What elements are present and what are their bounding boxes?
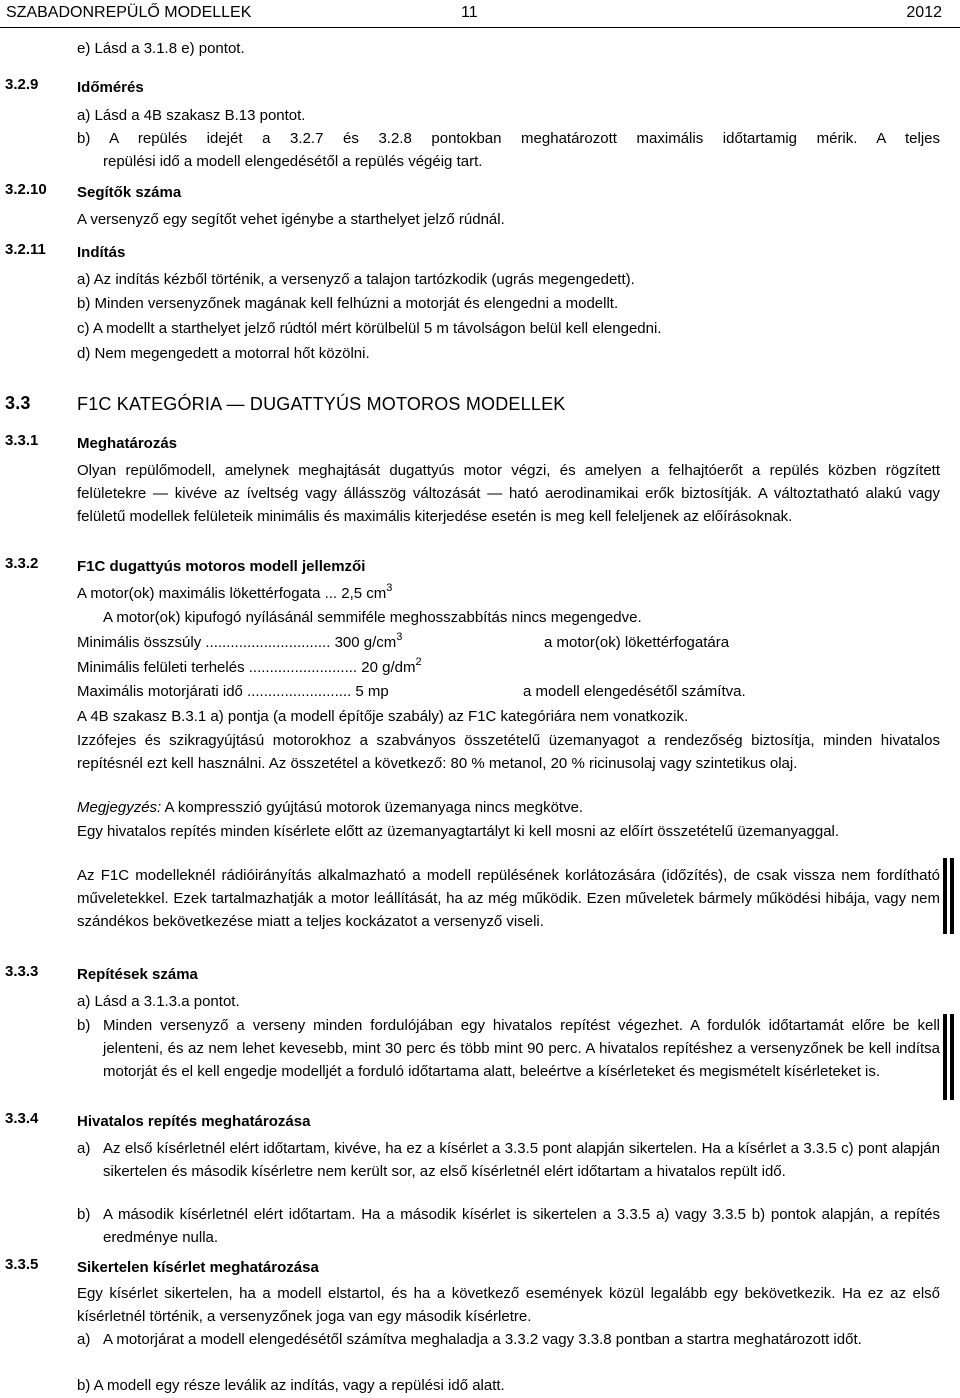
spec-note-min-weight: a motor(ok) lökettérfogatára [544, 634, 730, 651]
leader-dots: .............................. [201, 634, 331, 651]
spec-value-wing-loading: 20 g/dm [357, 659, 416, 676]
leader-dots: ......................... [242, 683, 352, 700]
paragraph-fuel: Izzófejes és szikragyújtású motorokhoz a szabványos összetételű üzemanyagot a rendezőség biztosítja, minden hivatalos repítésnél ezt kell használni. Az összetétel a következő: 80 % metanol, 20 % ricinusolaj vagy szintetikus olaj. [77, 732, 940, 772]
paragraph-radio: Az F1C modelleknél rádióirányítás alkalmazható a modell repülésének korlátozására (időzítés), de csak vissza nem fordítható műveletekkel. Ezek tartalmazhatják a motor leállítását, ha az még működik. Ezen műveletek bármely működési hibája, vagy nem szándékos bekövetkezése miatt a teljes kockázatot a versenyző viseli. [77, 867, 940, 930]
note-line [77, 796, 940, 819]
header-rule [0, 27, 960, 28]
item-3-2-9-b-line2: repülési idő a modell elengedésétől a repülés végéig tart. [103, 153, 483, 170]
paragraph-failed-attempt: Egy kísérlet sikertelen, ha a modell elstartol, és ha a következő események közül legalább egy bekövetkezik. Ha ez az első kísérletnél történik, a versenyzőnek joga van egy második kísérletre. [77, 1285, 940, 1325]
item-3-3-4-b-marker: b) [77, 1206, 91, 1223]
item-3-3-3-b: Minden versenyző a verseny minden fordulójában egy hivatalos repítést végezhet. A fordulók időtartamát előre be kell jelenteni, és az nem lehet kevesebb, mint 30 perc és több mint 90 perc. A hivatalos repítéshez a versenyzőnek be kell indítsa motorját és el kell engedje modelljét a forduló időtartama alatt, beleértve a kísérleteket és megismételt kísérleteket is. [103, 1017, 940, 1080]
leader-dots: ... [320, 585, 338, 602]
section-number-3-3-3: 3.3.3 [5, 963, 39, 980]
change-bar [943, 858, 947, 934]
spec-value-min-weight: 300 g/cm [330, 634, 397, 651]
spec-label-wing-loading: Minimális felületi terhelés [77, 659, 245, 676]
section-number-3-2-10: 3.2.10 [5, 181, 47, 198]
spec-row-min-weight [77, 631, 940, 654]
intro-item-e: e) Lásd a 3.1.8 e) pontot. [77, 40, 245, 57]
section-number-3-3: 3.3 [5, 393, 31, 413]
section-number-3-3-4: 3.3.4 [5, 1110, 39, 1127]
section-title-3-2-9: Időmérés [77, 79, 144, 96]
section-number-3-3-1: 3.3.1 [5, 432, 39, 449]
item-3-2-9-a: a) Lásd a 4B szakasz B.13 pontot. [77, 107, 306, 124]
spec-label-min-weight: Minimális összsúly [77, 634, 202, 651]
section-number-3-2-11: 3.2.11 [5, 241, 46, 258]
section-title-3-3: F1C KATEGÓRIA — DUGATTYÚS MOTOROS MODELLEK [77, 394, 566, 414]
item-3-2-9-b-line1: b) A repülés idejét a 3.2.7 és 3.2.8 pontokban meghatározott maximális időtartamig mérik. A teljes [77, 130, 940, 147]
item-3-3-3-a: a) Lásd a 3.1.3.a pontot. [77, 993, 240, 1010]
section-text-3-2-10: A versenyző egy segítőt vehet igénybe a starthelyet jelző rúdnál. [77, 211, 505, 228]
paragraph-definition: Olyan repülőmodell, amelynek meghajtását dugattyús motor végzi, és amelyen a felhajtóerőt a repülés közben rögzített felületekre — kivéve az íveltség vagy állásszög változását — ható aerodinamikai erők biztosítják. A változtatható alakú vagy felületű modellek felületeik minimális és maximális kiterjedése esetén is meg kell feleljenek az előírásoknak. [77, 462, 940, 525]
note-text: A kompresszió gyújtású motorok üzemanyaga nincs megkötve. [161, 799, 584, 816]
item-3-3-4-b: A második kísérletnél elért időtartam. Ha a második kísérlet is sikertelen a 3.3.5 a) vagy 3.3.5 b) pontok alapján, a repítés eredménye nulla. [103, 1206, 940, 1246]
section-title-3-3-2: F1C dugattyús motoros modell jellemzői [77, 558, 366, 575]
page-header [0, 4, 960, 26]
section-title-3-3-4: Hivatalos repítés meghatározása [77, 1113, 311, 1130]
paragraph-4b: A 4B szakasz B.3.1 a) pontja (a modell építője szabály) az F1C kategóriára nem vonatkozik. [77, 708, 689, 725]
change-bar [950, 858, 954, 934]
item-3-2-11-a: a) Az indítás kézből történik, a versenyző a talajon tartózkodik (ugrás megengedett). [77, 271, 635, 288]
section-title-3-3-5: Sikertelen kísérlet meghatározása [77, 1259, 319, 1276]
section-number-3-3-5: 3.3.5 [5, 1256, 39, 1273]
section-title-3-2-10: Segítők száma [77, 184, 182, 201]
paragraph-tank-check: Egy hivatalos repítés minden kísérlete előtt az üzemanyagtartályt ki kell mosni az előírt összetételű üzemanyaggal. [77, 823, 840, 840]
superscript: 2 [415, 656, 422, 668]
section-title-3-2-11: Indítás [77, 244, 126, 261]
spec-note-exhaust: A motor(ok) kipufogó nyílásánál semmiféle meghosszabbítás nincs megengedve. [103, 609, 642, 626]
item-3-2-11-c: c) A modellt a starthelyet jelző rúdtól mért körülbelül 5 m távolságon belül kell elengedni. [77, 320, 662, 337]
item-3-3-4-a-marker: a) [77, 1140, 91, 1157]
spec-value-motor-run: 5 mp [351, 683, 389, 700]
section-title-3-3-3: Repítések száma [77, 966, 198, 983]
item-3-2-11-b: b) Minden versenyzőnek magának kell felhúzni a motorját és elengedni a modellt. [77, 295, 619, 312]
change-bar [950, 1014, 954, 1100]
section-number-3-2-9: 3.2.9 [5, 76, 39, 93]
item-3-3-5-b: b) A modell egy része leválik az indítás, vagy a repülési idő alatt. [77, 1377, 505, 1394]
item-3-3-5-a-marker: a) [77, 1331, 91, 1348]
item-3-3-3-b-marker: b) [77, 1017, 91, 1034]
item-3-3-4-a: Az első kísérletnél elért időtartam, kivéve, ha ez a kísérlet a 3.3.5 pont alapján sikertelen. Ha a kísérlet a 3.3.5 c) pont alapján sikertelen és második kísérletre nem került sor, az első kísérletnél elért időtartam a hivatalos repült idő. [103, 1140, 940, 1180]
note-label: Megjegyzés: [77, 799, 162, 816]
page-number: 11 [461, 4, 478, 21]
superscript: 3 [386, 582, 393, 594]
section-title-3-3-1: Meghatározás [77, 435, 178, 452]
item-3-2-11-d: d) Nem megengedett a motorral hőt közölni. [77, 345, 370, 362]
item-3-3-5-a: A motorjárat a modell elengedésétől számítva meghaladja a 3.3.2 vagy 3.3.8 pontban a startra meghatározott időt. [103, 1331, 862, 1348]
leader-dots: .......................... [244, 659, 358, 676]
spec-row-wing-loading [77, 656, 940, 679]
header-year: 2012 [906, 4, 942, 21]
change-bar [943, 1014, 947, 1100]
section-number-3-3-2: 3.3.2 [5, 555, 39, 572]
spec-label-motor-run: Maximális motorjárati idő [77, 683, 243, 700]
spec-value-displacement: 2,5 cm [337, 585, 387, 602]
spec-row-motor-run [77, 680, 940, 703]
spec-row-displacement [77, 582, 940, 605]
header-title: SZABADONREPÜLŐ MODELLEK [6, 4, 252, 21]
spec-label-displacement: A motor(ok) maximális lökettérfogata [77, 585, 321, 602]
superscript: 3 [396, 631, 403, 643]
spec-note-motor-run: a modell elengedésétől számítva. [523, 683, 746, 700]
